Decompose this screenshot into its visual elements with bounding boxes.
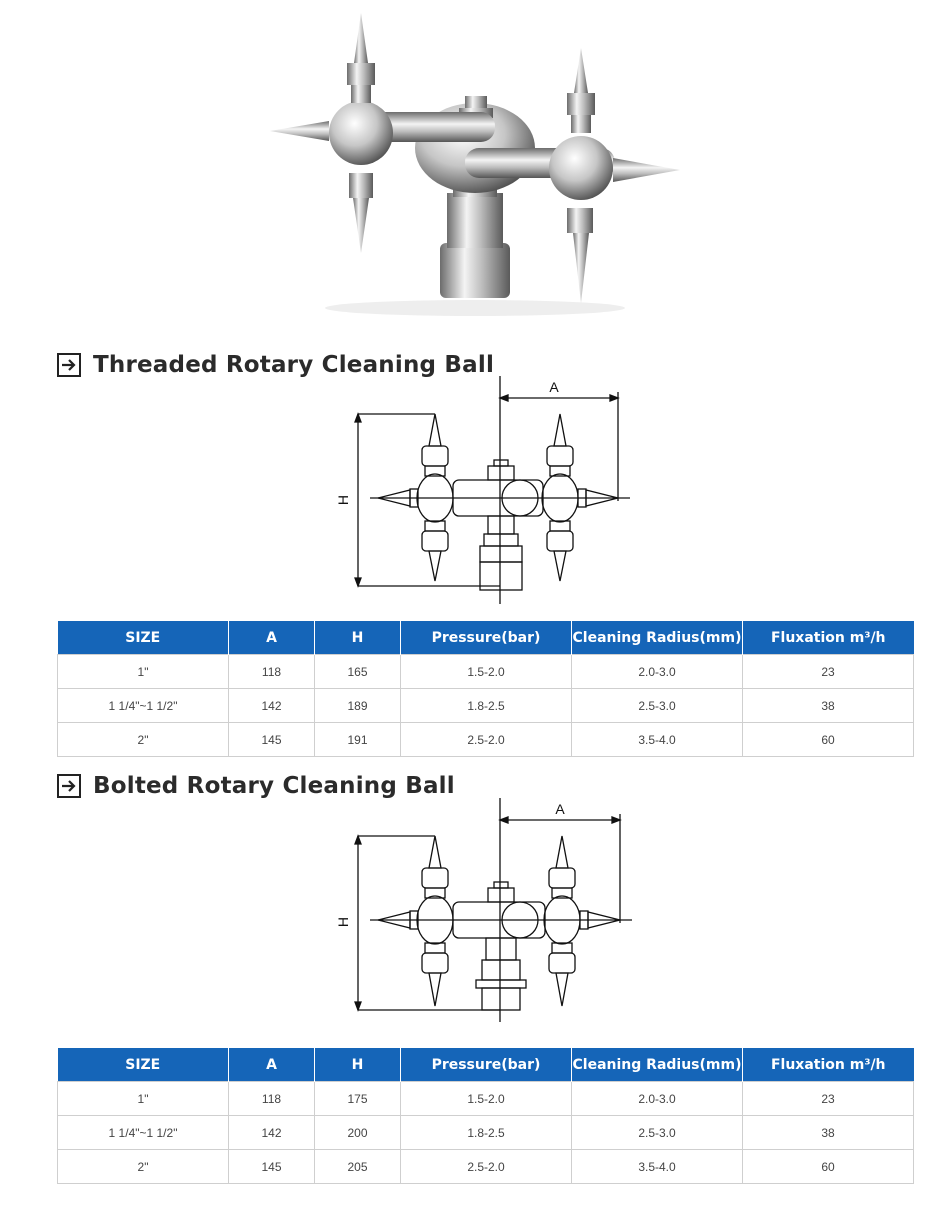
arrow-right-icon	[57, 774, 81, 798]
cell-a: 142	[229, 1116, 315, 1150]
cell-h: 175	[315, 1082, 401, 1116]
section-title-bolted	[57, 773, 455, 799]
cell-pressure: 1.5-2.0	[401, 655, 572, 689]
column-header-pressure: Pressure(bar)	[401, 1048, 572, 1082]
spec-table-threaded	[57, 621, 914, 757]
cell-a: 145	[229, 723, 315, 757]
cell-a: 145	[229, 1150, 315, 1184]
column-header-a: A	[229, 1048, 315, 1082]
table-row	[58, 723, 914, 757]
dimension-label-a: A	[555, 801, 565, 817]
cell-pressure: 2.5-2.0	[401, 1150, 572, 1184]
arrow-right-icon	[57, 353, 81, 377]
column-header-size: SIZE	[58, 621, 229, 655]
dimension-label-a: A	[549, 379, 559, 395]
cell-size: 1 1/4"~1 1/2"	[58, 1116, 229, 1150]
table-row	[58, 1116, 914, 1150]
column-header-fluxation: Fluxation m³/h	[743, 621, 914, 655]
cell-fluxation: 60	[743, 723, 914, 757]
table-row	[58, 655, 914, 689]
column-header-fluxation: Fluxation m³/h	[743, 1048, 914, 1082]
cell-pressure: 2.5-2.0	[401, 723, 572, 757]
table-row	[58, 689, 914, 723]
cell-fluxation: 38	[743, 689, 914, 723]
dimension-drawing-threaded	[330, 376, 650, 604]
table-row	[58, 1150, 914, 1184]
dimension-label-h: H	[335, 916, 351, 928]
spec-table-bolted	[57, 1048, 914, 1184]
cell-a: 142	[229, 689, 315, 723]
cell-cleaning-radius: 2.5-3.0	[572, 689, 743, 723]
cell-h: 165	[315, 655, 401, 689]
table-row	[58, 1082, 914, 1116]
cell-pressure: 1.8-2.5	[401, 1116, 572, 1150]
cell-size: 1"	[58, 655, 229, 689]
product-photo	[265, 8, 685, 320]
cell-cleaning-radius: 2.0-3.0	[572, 1082, 743, 1116]
section-heading: Bolted Rotary Cleaning Ball	[93, 773, 455, 799]
cell-size: 1 1/4"~1 1/2"	[58, 689, 229, 723]
cell-size: 2"	[58, 723, 229, 757]
cell-h: 200	[315, 1116, 401, 1150]
cell-pressure: 1.5-2.0	[401, 1082, 572, 1116]
table-header-row	[58, 621, 914, 655]
cell-fluxation: 23	[743, 655, 914, 689]
column-header-h: H	[315, 1048, 401, 1082]
column-header-pressure: Pressure(bar)	[401, 621, 572, 655]
section-title-threaded	[57, 352, 494, 378]
cell-h: 191	[315, 723, 401, 757]
column-header-h: H	[315, 621, 401, 655]
section-heading: Threaded Rotary Cleaning Ball	[93, 352, 495, 378]
column-header-size: SIZE	[58, 1048, 229, 1082]
column-header-a: A	[229, 621, 315, 655]
cell-pressure: 1.8-2.5	[401, 689, 572, 723]
cell-cleaning-radius: 3.5-4.0	[572, 1150, 743, 1184]
cell-h: 189	[315, 689, 401, 723]
cell-a: 118	[229, 655, 315, 689]
cell-fluxation: 38	[743, 1116, 914, 1150]
cell-cleaning-radius: 2.5-3.0	[572, 1116, 743, 1150]
cell-fluxation: 23	[743, 1082, 914, 1116]
dimension-label-h: H	[335, 494, 351, 506]
cell-size: 1"	[58, 1082, 229, 1116]
cell-h: 205	[315, 1150, 401, 1184]
column-header-cleaning-radius: Cleaning Radius(mm)	[572, 621, 743, 655]
cell-cleaning-radius: 2.0-3.0	[572, 655, 743, 689]
cell-fluxation: 60	[743, 1150, 914, 1184]
cell-a: 118	[229, 1082, 315, 1116]
cell-cleaning-radius: 3.5-4.0	[572, 723, 743, 757]
cell-size: 2"	[58, 1150, 229, 1184]
column-header-cleaning-radius: Cleaning Radius(mm)	[572, 1048, 743, 1082]
dimension-drawing-bolted	[330, 798, 650, 1022]
table-header-row	[58, 1048, 914, 1082]
